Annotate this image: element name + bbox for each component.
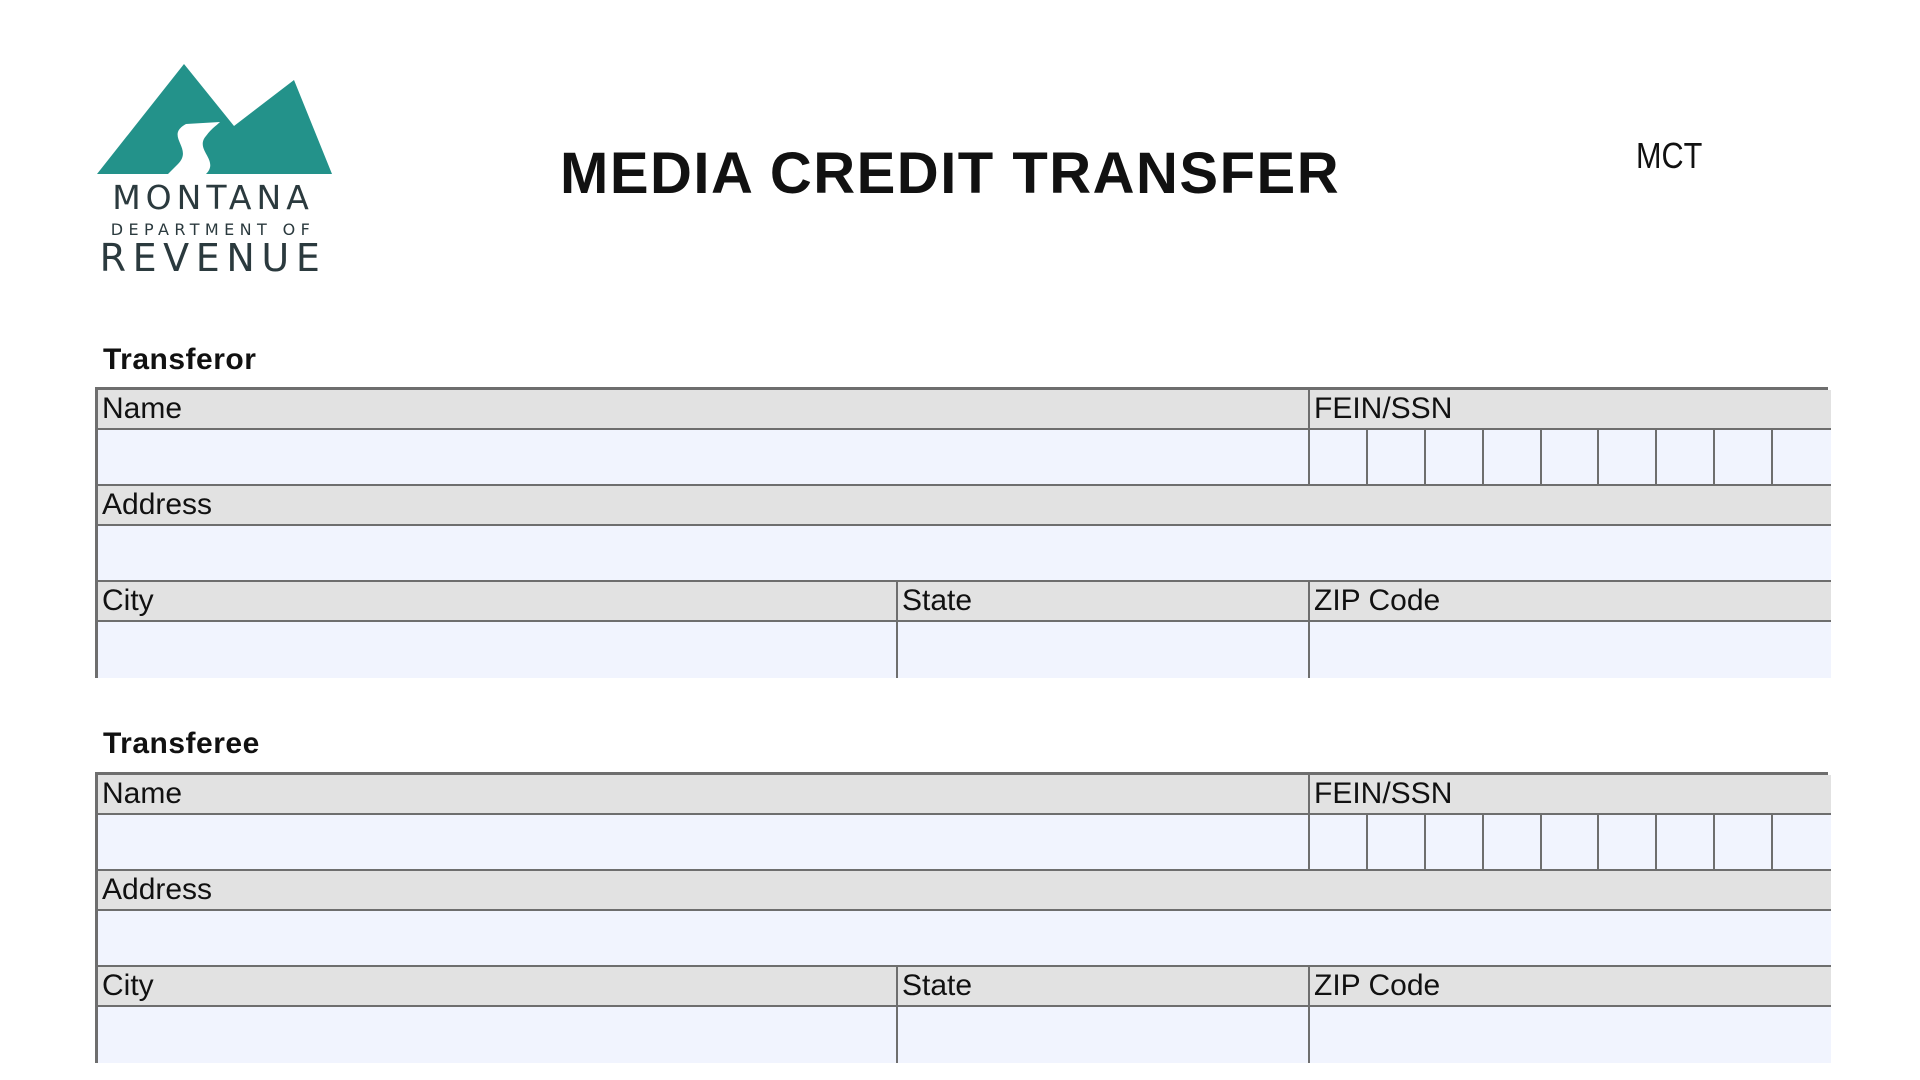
transferee-fein-digit-9[interactable] bbox=[1773, 815, 1831, 869]
mountain-river-icon bbox=[94, 64, 332, 178]
transferor-fein-digit-9[interactable] bbox=[1773, 430, 1831, 484]
transferor-state-label: State bbox=[898, 582, 1310, 622]
logo-text-montana: MONTANA bbox=[112, 178, 314, 217]
transferor-zip-label: ZIP Code bbox=[1310, 582, 1831, 622]
transferee-address-label: Address bbox=[98, 871, 1831, 911]
transferee-name-label: Name bbox=[98, 775, 1310, 815]
montana-dor-logo bbox=[94, 64, 332, 282]
transferor-heading: Transferor bbox=[103, 343, 257, 376]
transferor-fein-digit-3[interactable] bbox=[1426, 430, 1484, 484]
transferor-city-field[interactable] bbox=[98, 622, 898, 678]
transferee-fein-label: FEIN/SSN bbox=[1310, 775, 1831, 815]
transferee-form-grid bbox=[95, 772, 1828, 1063]
transferee-state-field[interactable] bbox=[898, 1007, 1310, 1063]
transferor-fein-digit-5[interactable] bbox=[1542, 430, 1600, 484]
transferor-form-grid bbox=[95, 387, 1828, 678]
transferee-fein-digit-5[interactable] bbox=[1542, 815, 1600, 869]
transferee-city-label: City bbox=[98, 967, 898, 1007]
transferee-fein-field bbox=[1310, 815, 1831, 871]
transferor-zip-field[interactable] bbox=[1310, 622, 1831, 678]
transferor-fein-digit-6[interactable] bbox=[1599, 430, 1657, 484]
transferor-fein-digit-1[interactable] bbox=[1310, 430, 1368, 484]
form-title: MEDIA CREDIT TRANSFER bbox=[560, 141, 1341, 206]
transferor-fein-digit-8[interactable] bbox=[1715, 430, 1773, 484]
transferor-address-label: Address bbox=[98, 486, 1831, 526]
transferee-heading: Transferee bbox=[103, 727, 260, 760]
transferor-name-field[interactable] bbox=[98, 430, 1310, 486]
transferee-state-label: State bbox=[898, 967, 1310, 1007]
transferee-zip-field[interactable] bbox=[1310, 1007, 1831, 1063]
transferee-fein-digit-8[interactable] bbox=[1715, 815, 1773, 869]
transferor-fein-digit-4[interactable] bbox=[1484, 430, 1542, 484]
transferee-fein-digit-6[interactable] bbox=[1599, 815, 1657, 869]
transferor-fein-field bbox=[1310, 430, 1831, 486]
logo-text-department: DEPARTMENT OF bbox=[110, 220, 316, 239]
transferor-fein-digit-2[interactable] bbox=[1368, 430, 1426, 484]
transferee-fein-digit-3[interactable] bbox=[1426, 815, 1484, 869]
transferee-city-field[interactable] bbox=[98, 1007, 898, 1063]
transferee-name-field[interactable] bbox=[98, 815, 1310, 871]
transferee-fein-digit-2[interactable] bbox=[1368, 815, 1426, 869]
transferor-state-field[interactable] bbox=[898, 622, 1310, 678]
transferor-address-field[interactable] bbox=[98, 526, 1831, 582]
form-code: MCT bbox=[1636, 135, 1703, 176]
transferee-fein-digit-7[interactable] bbox=[1657, 815, 1715, 869]
transferee-fein-digit-1[interactable] bbox=[1310, 815, 1368, 869]
transferee-fein-digit-4[interactable] bbox=[1484, 815, 1542, 869]
transferee-address-field[interactable] bbox=[98, 911, 1831, 967]
transferor-name-label: Name bbox=[98, 390, 1310, 430]
transferor-city-label: City bbox=[98, 582, 898, 622]
transferor-fein-label: FEIN/SSN bbox=[1310, 390, 1831, 430]
transferor-fein-digit-7[interactable] bbox=[1657, 430, 1715, 484]
logo-text-revenue: REVENUE bbox=[99, 236, 327, 280]
transferee-zip-label: ZIP Code bbox=[1310, 967, 1831, 1007]
